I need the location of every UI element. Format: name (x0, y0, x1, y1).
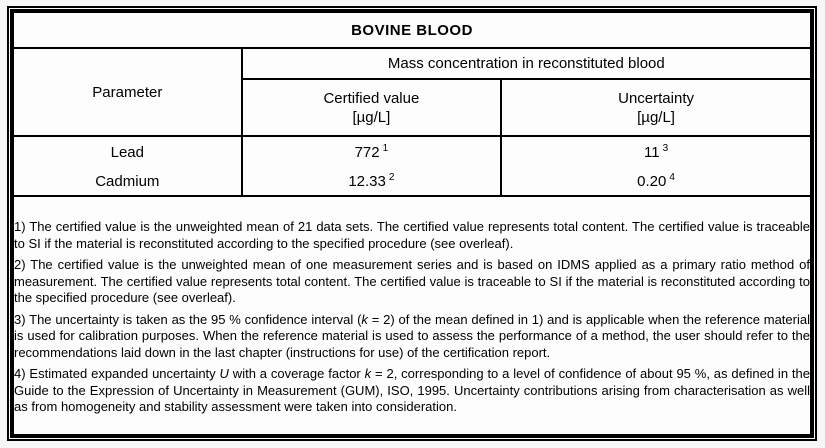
title-row (14, 13, 810, 48)
lead-uncertainty-value: 11 (643, 143, 660, 161)
certificate-frame (10, 9, 814, 438)
certificate-sheet (7, 6, 817, 441)
cadmium-certified-value: 12.33 (348, 172, 386, 190)
column-header-uncertainty (501, 79, 810, 136)
footnote-4-text-post: = 2, corresponding to a level of confidence of about 95 %, as defined in the Guide to the Expression of Uncertainty in Measurement (GUM), ISO, 1995. Uncertainty contributions arising from characterisation as well as from homogeneity and stability assessment were taken into consideration. (14, 366, 810, 415)
footnotes-block (14, 196, 810, 434)
column-header-parameter: Parameter (14, 48, 242, 136)
cadmium-uncertainty-footnote-ref: 4 (669, 171, 675, 183)
footnote-4-symbol-k: k (364, 366, 372, 382)
footnote-3-text-pre: 3) The uncertainty is taken as the 95 % confidence interval ( (14, 311, 362, 327)
footnote-4-text-mid: with a coverage factor (228, 366, 365, 382)
cell-cadmium-uncertainty (501, 167, 810, 196)
certified-value-label: Certified value (323, 89, 420, 107)
column-header-certified-value (242, 79, 501, 136)
cadmium-certified-footnote-ref: 2 (388, 171, 395, 183)
uncertainty-label: Uncertainty (618, 89, 694, 107)
lead-uncertainty-footnote-ref: 3 (662, 142, 669, 154)
lead-certified-footnote-ref: 1 (382, 142, 389, 154)
cell-cadmium-parameter: Cadmium (14, 167, 242, 196)
cell-cadmium-certified-value (242, 167, 501, 196)
footnote-1 (14, 219, 810, 252)
footnote-1-text: 1) The certified value is the unweighted mean of 21 data sets. The certified value represents total content. The certified value is traceable to SI if the material is reconstituted according to the specified procedure (see overleaf). (14, 219, 810, 251)
footnote-4 (14, 366, 810, 416)
footnote-4-text-pre: 4) Estimated expanded uncertainty (14, 366, 220, 382)
cell-lead-parameter: Lead (14, 136, 242, 167)
footnote-3 (14, 312, 810, 362)
certificate-table (14, 13, 810, 434)
group-header-row (14, 48, 810, 79)
footnote-2-text: 2) The certified value is the unweighted mean of one measurement series and is based on IDMS applied as a primary ratio method of measurement. The certified value represents total content. The certified value is traceable to SI if the material is reconstituted according to the specified procedure (see overleaf). (14, 257, 810, 306)
page-title: BOVINE BLOOD (14, 13, 810, 48)
footnote-3-symbol-k: k (361, 311, 368, 327)
table-row-cadmium (14, 167, 810, 196)
column-group-header: Mass concentration in reconstituted blood (242, 48, 810, 79)
cell-lead-certified-value (242, 136, 501, 167)
lead-certified-value: 772 (354, 143, 380, 161)
footnotes-row (14, 196, 810, 434)
footnote-2 (14, 257, 810, 307)
uncertainty-unit: [µg/L] (637, 108, 675, 126)
certified-value-unit: [µg/L] (352, 108, 391, 126)
footnote-4-symbol-U: U (219, 366, 229, 382)
cadmium-uncertainty-value: 0.20 (637, 172, 667, 190)
cell-lead-uncertainty (501, 136, 810, 167)
table-row-lead (14, 136, 810, 167)
footnote-3-text-post: = 2) of the mean defined in 1) and is applicable when the reference material is used for calibration purposes. When the reference material is used to assess the performance of a method, the user should refer to the recommendations laid down in the last chapter (instructions for use) of the certification report. (14, 311, 810, 360)
